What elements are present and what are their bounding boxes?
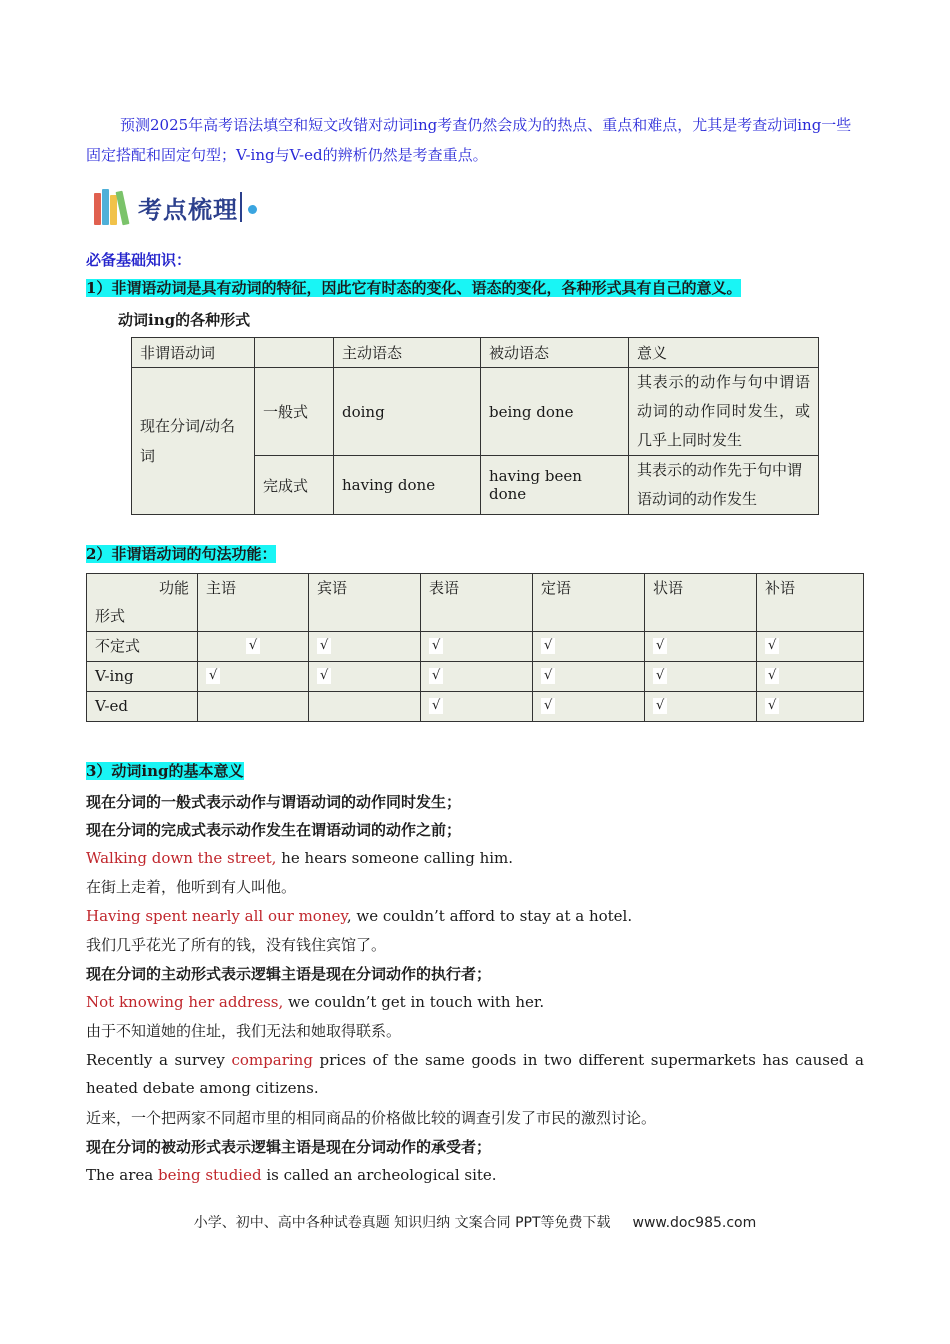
check-mark: √ — [765, 668, 779, 684]
check-mark: √ — [541, 638, 555, 654]
banner-title: 考点梳理 — [138, 195, 238, 224]
example-text: , we couldn’t afford to stay at a hotel. — [346, 907, 633, 925]
table-header-cell — [255, 338, 334, 368]
example-1-translation: 在街上走着，他听到有人叫他。 — [86, 878, 297, 896]
table-row — [87, 662, 864, 692]
table-header-cell: 意义 — [629, 338, 819, 368]
form-cell: 一般式 — [255, 368, 334, 456]
passive-cell: being done — [481, 368, 629, 456]
active-cell: having done — [334, 456, 481, 515]
corner-bottom-label: 形式 — [95, 607, 126, 625]
table-header-row — [132, 338, 819, 368]
column-header: 主语 — [198, 574, 309, 632]
example-4-translation: 近来，一个把两家不同超市里的相同商品的价格做比较的调查引发了市民的激烈讨论。 — [86, 1109, 657, 1127]
forms-table — [131, 337, 819, 515]
banner-cursor-bar — [240, 192, 242, 222]
section-title: 必备基础知识： — [86, 251, 192, 269]
highlighted-phrase: Not knowing her address, — [86, 993, 284, 1011]
example-text: The area — [86, 1166, 159, 1184]
table-header-cell: 非谓语动词 — [132, 338, 255, 368]
check-mark: √ — [653, 698, 667, 714]
highlighted-phrase: comparing — [231, 1051, 313, 1069]
example-3 — [86, 988, 864, 1016]
example-4 — [86, 1046, 864, 1102]
corner-cell — [87, 574, 198, 632]
check-mark: √ — [765, 638, 779, 654]
check-mark: √ — [429, 698, 443, 714]
rule-3: 现在分词的主动形式表示逻辑主语是现在分词动作的执行者； — [86, 965, 492, 983]
rule-2: 现在分词的完成式表示动作发生在谓语动词的动作之前； — [86, 821, 462, 839]
example-2-translation: 我们几乎花光了所有的钱，没有钱住宾馆了。 — [86, 936, 387, 954]
point-3: 3）动词ing的基本意义 — [86, 762, 244, 780]
table-row — [87, 692, 864, 722]
table-header-cell: 主动语态 — [334, 338, 481, 368]
rule-4: 现在分词的被动形式表示逻辑主语是现在分词动作的承受者； — [86, 1138, 492, 1156]
example-text: Recently a survey — [86, 1051, 232, 1069]
row-label: V-ed — [87, 692, 198, 722]
page-footer — [0, 1212, 950, 1232]
example-1 — [86, 844, 864, 872]
table-header-row — [87, 574, 864, 632]
check-mark: √ — [429, 638, 443, 654]
example-text: prices of the same goods in two different supermarkets has caused a heated debate among citizens. — [86, 1051, 864, 1097]
check-mark: √ — [653, 638, 667, 654]
highlighted-phrase: being studied — [158, 1166, 262, 1184]
column-header: 表语 — [421, 574, 533, 632]
table-header-cell: 被动语态 — [481, 338, 629, 368]
check-mark: √ — [653, 668, 667, 684]
table-row — [87, 632, 864, 662]
meaning-cell: 其表示的动作先于句中谓语动词的动作发生 — [629, 456, 819, 515]
highlighted-phrase: Having spent nearly all our money — [86, 907, 347, 925]
passive-cell: having been done — [481, 456, 629, 515]
corner-top-label: 功能 — [158, 579, 189, 597]
table-row — [132, 368, 819, 456]
example-5 — [86, 1161, 864, 1189]
active-cell: doing — [334, 368, 481, 456]
example-text: we couldn’t get in touch with her. — [283, 993, 545, 1011]
banner-dot — [248, 205, 257, 214]
row-label: V-ing — [87, 662, 198, 692]
section-banner — [92, 184, 257, 230]
table1-caption: 动词ing的各种形式 — [118, 311, 251, 329]
footer-site-link[interactable]: www.doc985.com — [632, 1215, 757, 1231]
footer-text: 小学、初中、高中各种试卷真题 知识归纳 文案合同 PPT等免费下载 — [193, 1215, 611, 1231]
highlighted-phrase: Walking down the street, — [86, 849, 277, 867]
column-header: 状语 — [645, 574, 757, 632]
check-mark: √ — [765, 698, 779, 714]
column-header: 宾语 — [309, 574, 421, 632]
check-mark: √ — [541, 668, 555, 684]
check-mark: √ — [541, 698, 555, 714]
point-1: 1）非谓语动词是具有动词的特征，因此它有时态的变化、语态的变化，各种形式具有自己的意义。 — [86, 279, 742, 297]
check-mark: √ — [317, 668, 331, 684]
example-text: he hears someone calling him. — [276, 849, 514, 867]
column-header: 补语 — [757, 574, 864, 632]
form-cell: 完成式 — [255, 456, 334, 515]
rule-1: 现在分词的一般式表示动作与谓语动词的动作同时发生； — [86, 793, 462, 811]
point-2: 2）非谓语动词的句法功能： — [86, 545, 277, 563]
check-mark: √ — [317, 638, 331, 654]
check-mark: √ — [429, 668, 443, 684]
check-mark: √ — [246, 638, 260, 654]
empty-cell — [198, 692, 309, 722]
intro-paragraph: 预测2025年高考语法填空和短文改错对动词ing考查仍然会成为的热点、重点和难点，尤其是考查动词ing一些固定搭配和固定句型；V-ing与V-ed的辨析仍然是考查重点。 — [86, 116, 852, 164]
row-label-cell: 现在分词/动名词 — [132, 368, 255, 515]
example-2 — [86, 902, 864, 930]
example-text: is called an archeological site. — [261, 1166, 497, 1184]
row-label: 不定式 — [87, 632, 198, 662]
column-header: 定语 — [533, 574, 645, 632]
example-3-translation: 由于不知道她的住址，我们无法和她取得联系。 — [86, 1022, 402, 1040]
books-icon — [92, 187, 136, 227]
meaning-cell: 其表示的动作与句中谓语动词的动作同时发生，或几乎上同时发生 — [629, 368, 819, 456]
functions-table — [86, 573, 864, 722]
check-mark: √ — [206, 668, 220, 684]
empty-cell — [309, 692, 421, 722]
